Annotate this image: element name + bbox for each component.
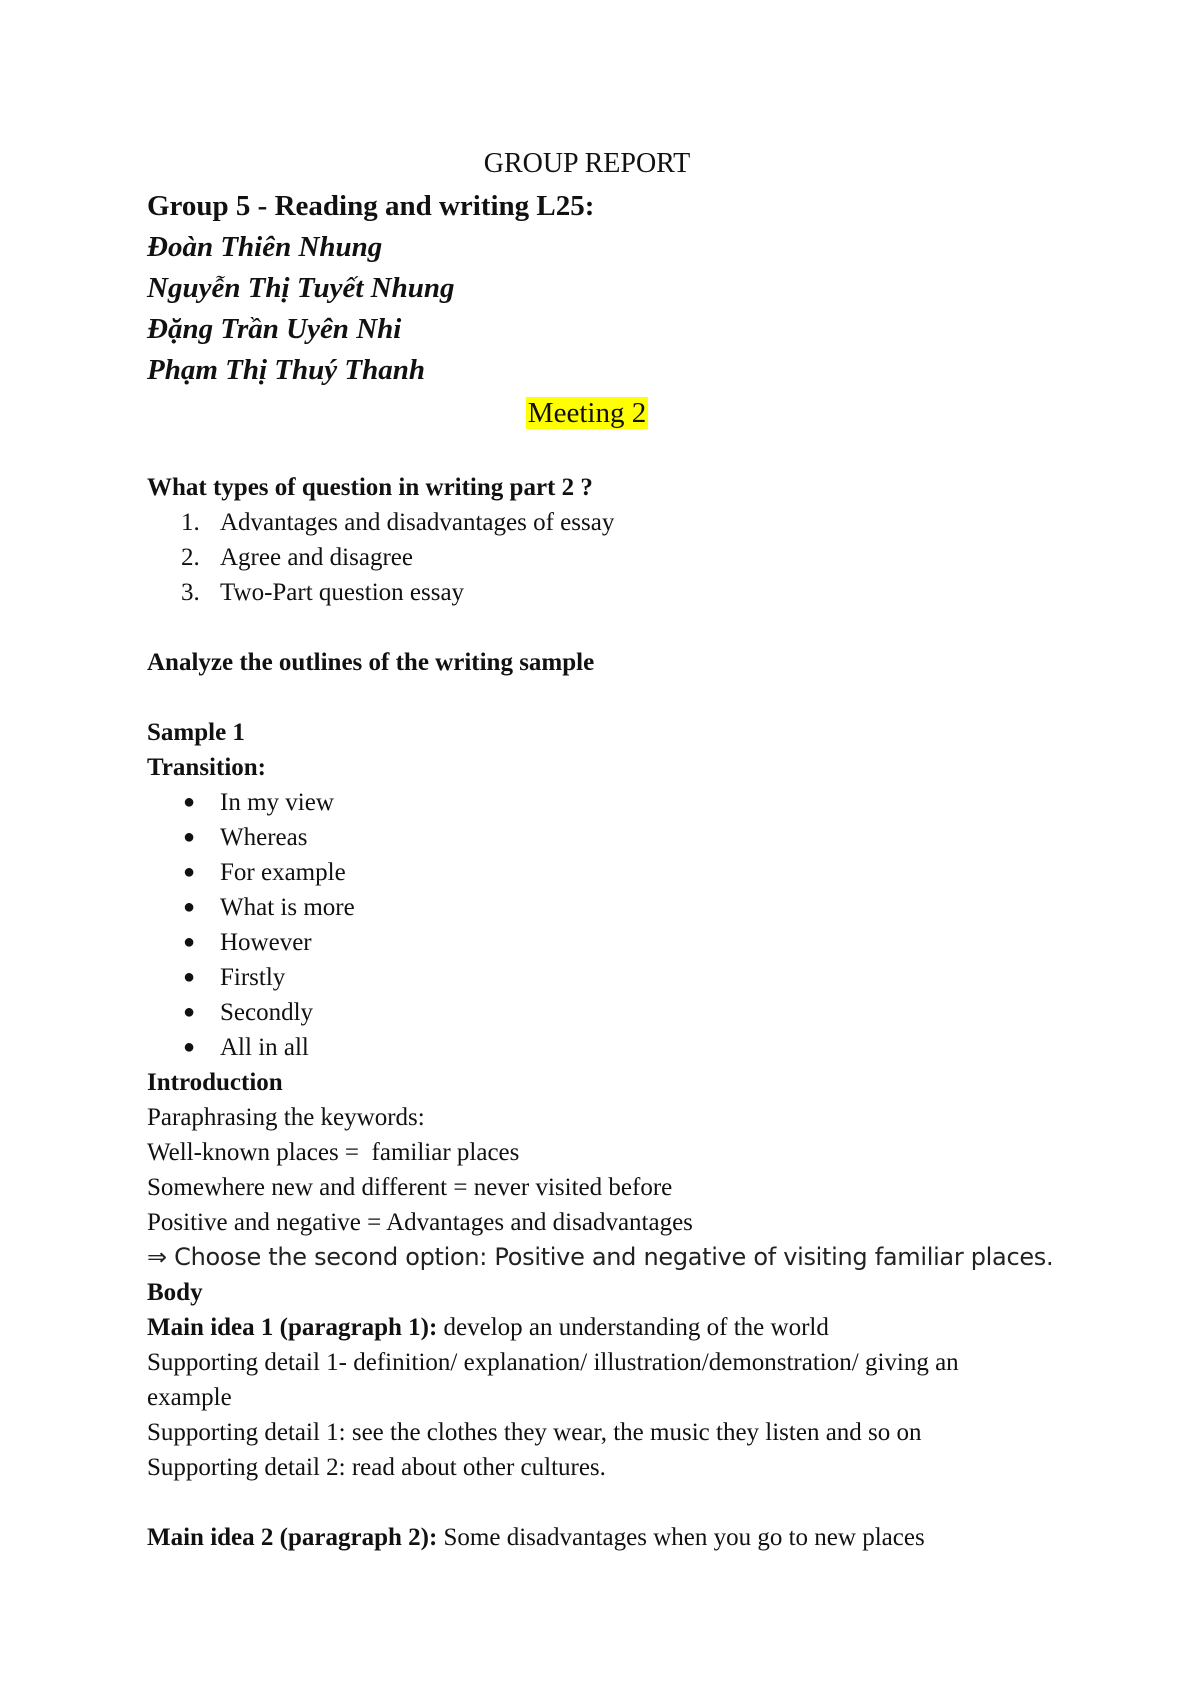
list-item (147, 575, 1027, 610)
bullet-icon: ● (183, 931, 196, 953)
bullet-icon: ● (183, 791, 196, 813)
list-item (147, 820, 1027, 855)
list-item-text: Advantages and disadvantages of essay (220, 509, 615, 536)
list-item-text: For example (220, 859, 346, 886)
list-item (147, 540, 1027, 575)
introduction-heading: Introduction (147, 1069, 283, 1096)
list-item (147, 505, 1027, 540)
sample-title: Sample 1 (147, 719, 245, 746)
bullet-icon: ● (183, 966, 196, 988)
list-item (147, 785, 1027, 820)
list-item-text: All in all (220, 1034, 309, 1061)
bullet-icon: ● (183, 1001, 196, 1023)
spacer (147, 435, 1027, 470)
list-number: 3. (181, 579, 200, 606)
group-line: Group 5 - Reading and writing L25: (147, 190, 595, 222)
list-item-text: Agree and disagree (220, 544, 413, 571)
bullet-icon: ● (183, 826, 196, 848)
intro-line: Paraphrasing the keywords: (147, 1104, 425, 1131)
list-item-text: What is more (220, 894, 355, 921)
list-item (147, 855, 1027, 890)
list-item (147, 925, 1027, 960)
list-item-text: However (220, 929, 312, 956)
list-item-text: Secondly (220, 999, 314, 1026)
main-idea-1 (147, 1310, 1027, 1345)
bullet-icon: ● (183, 861, 196, 883)
member-list (147, 227, 1027, 391)
main-idea-2-label: Main idea 2 (paragraph 2): (147, 1524, 438, 1551)
document-page (147, 142, 1054, 1555)
intro-line: Positive and negative = Advantages and disadvantages (147, 1209, 693, 1236)
list-number: 2. (181, 544, 200, 571)
body-heading: Body (147, 1279, 203, 1306)
list-item-text: Whereas (220, 824, 308, 851)
list-item-text: Firstly (220, 964, 286, 991)
question-heading: What types of question in writing part 2 ? (147, 474, 593, 501)
supporting-detail: Supporting detail 2: read about other cultures. (147, 1454, 606, 1481)
transition-list (147, 785, 1027, 1065)
bullet-icon: ● (183, 1036, 196, 1058)
list-number: 1. (181, 509, 200, 536)
list-item (147, 890, 1027, 925)
intro-line: Well-known places = familiar places (147, 1139, 520, 1166)
intro-choice: ⇒ Choose the second option: Positive and negative of visiting familiar places. (147, 1243, 1054, 1271)
member-name: Đoàn Thiên Nhung (147, 231, 383, 263)
analyze-heading: Analyze the outlines of the writing sample (147, 649, 595, 676)
main-idea-2-text: Some disadvantages when you go to new places (437, 1524, 925, 1551)
main-idea-2 (147, 1520, 1027, 1555)
list-item-text: In my view (220, 789, 334, 816)
list-item (147, 960, 1027, 995)
supporting-detail: Supporting detail 1: see the clothes they wear, the music they listen and so on (147, 1419, 922, 1446)
meeting-heading: Meeting 2 (527, 397, 647, 429)
meeting-heading-row (147, 391, 1027, 435)
bullet-icon: ● (183, 896, 196, 918)
list-item (147, 995, 1027, 1030)
intro-line: Somewhere new and different = never visited before (147, 1174, 673, 1201)
spacer (147, 610, 1027, 645)
member-name: Phạm Thị Thuý Thanh (147, 354, 425, 386)
transition-label: Transition: (147, 754, 266, 781)
member-name: Đặng Trần Uyên Nhi (147, 313, 402, 345)
list-item (147, 1030, 1027, 1065)
question-type-list (147, 505, 1027, 610)
supporting-detail: Supporting detail 1- definition/ explanation/ illustration/demonstration/ giving an example (147, 1349, 959, 1411)
member-name: Nguyễn Thị Tuyết Nhung (147, 272, 455, 304)
main-idea-1-label: Main idea 1 (paragraph 1): (147, 1314, 438, 1341)
main-idea-1-text: develop an understanding of the world (437, 1314, 829, 1341)
list-item-text: Two-Part question essay (220, 579, 465, 606)
report-title: GROUP REPORT (483, 148, 691, 179)
spacer (147, 1485, 1027, 1520)
spacer (147, 680, 1027, 715)
